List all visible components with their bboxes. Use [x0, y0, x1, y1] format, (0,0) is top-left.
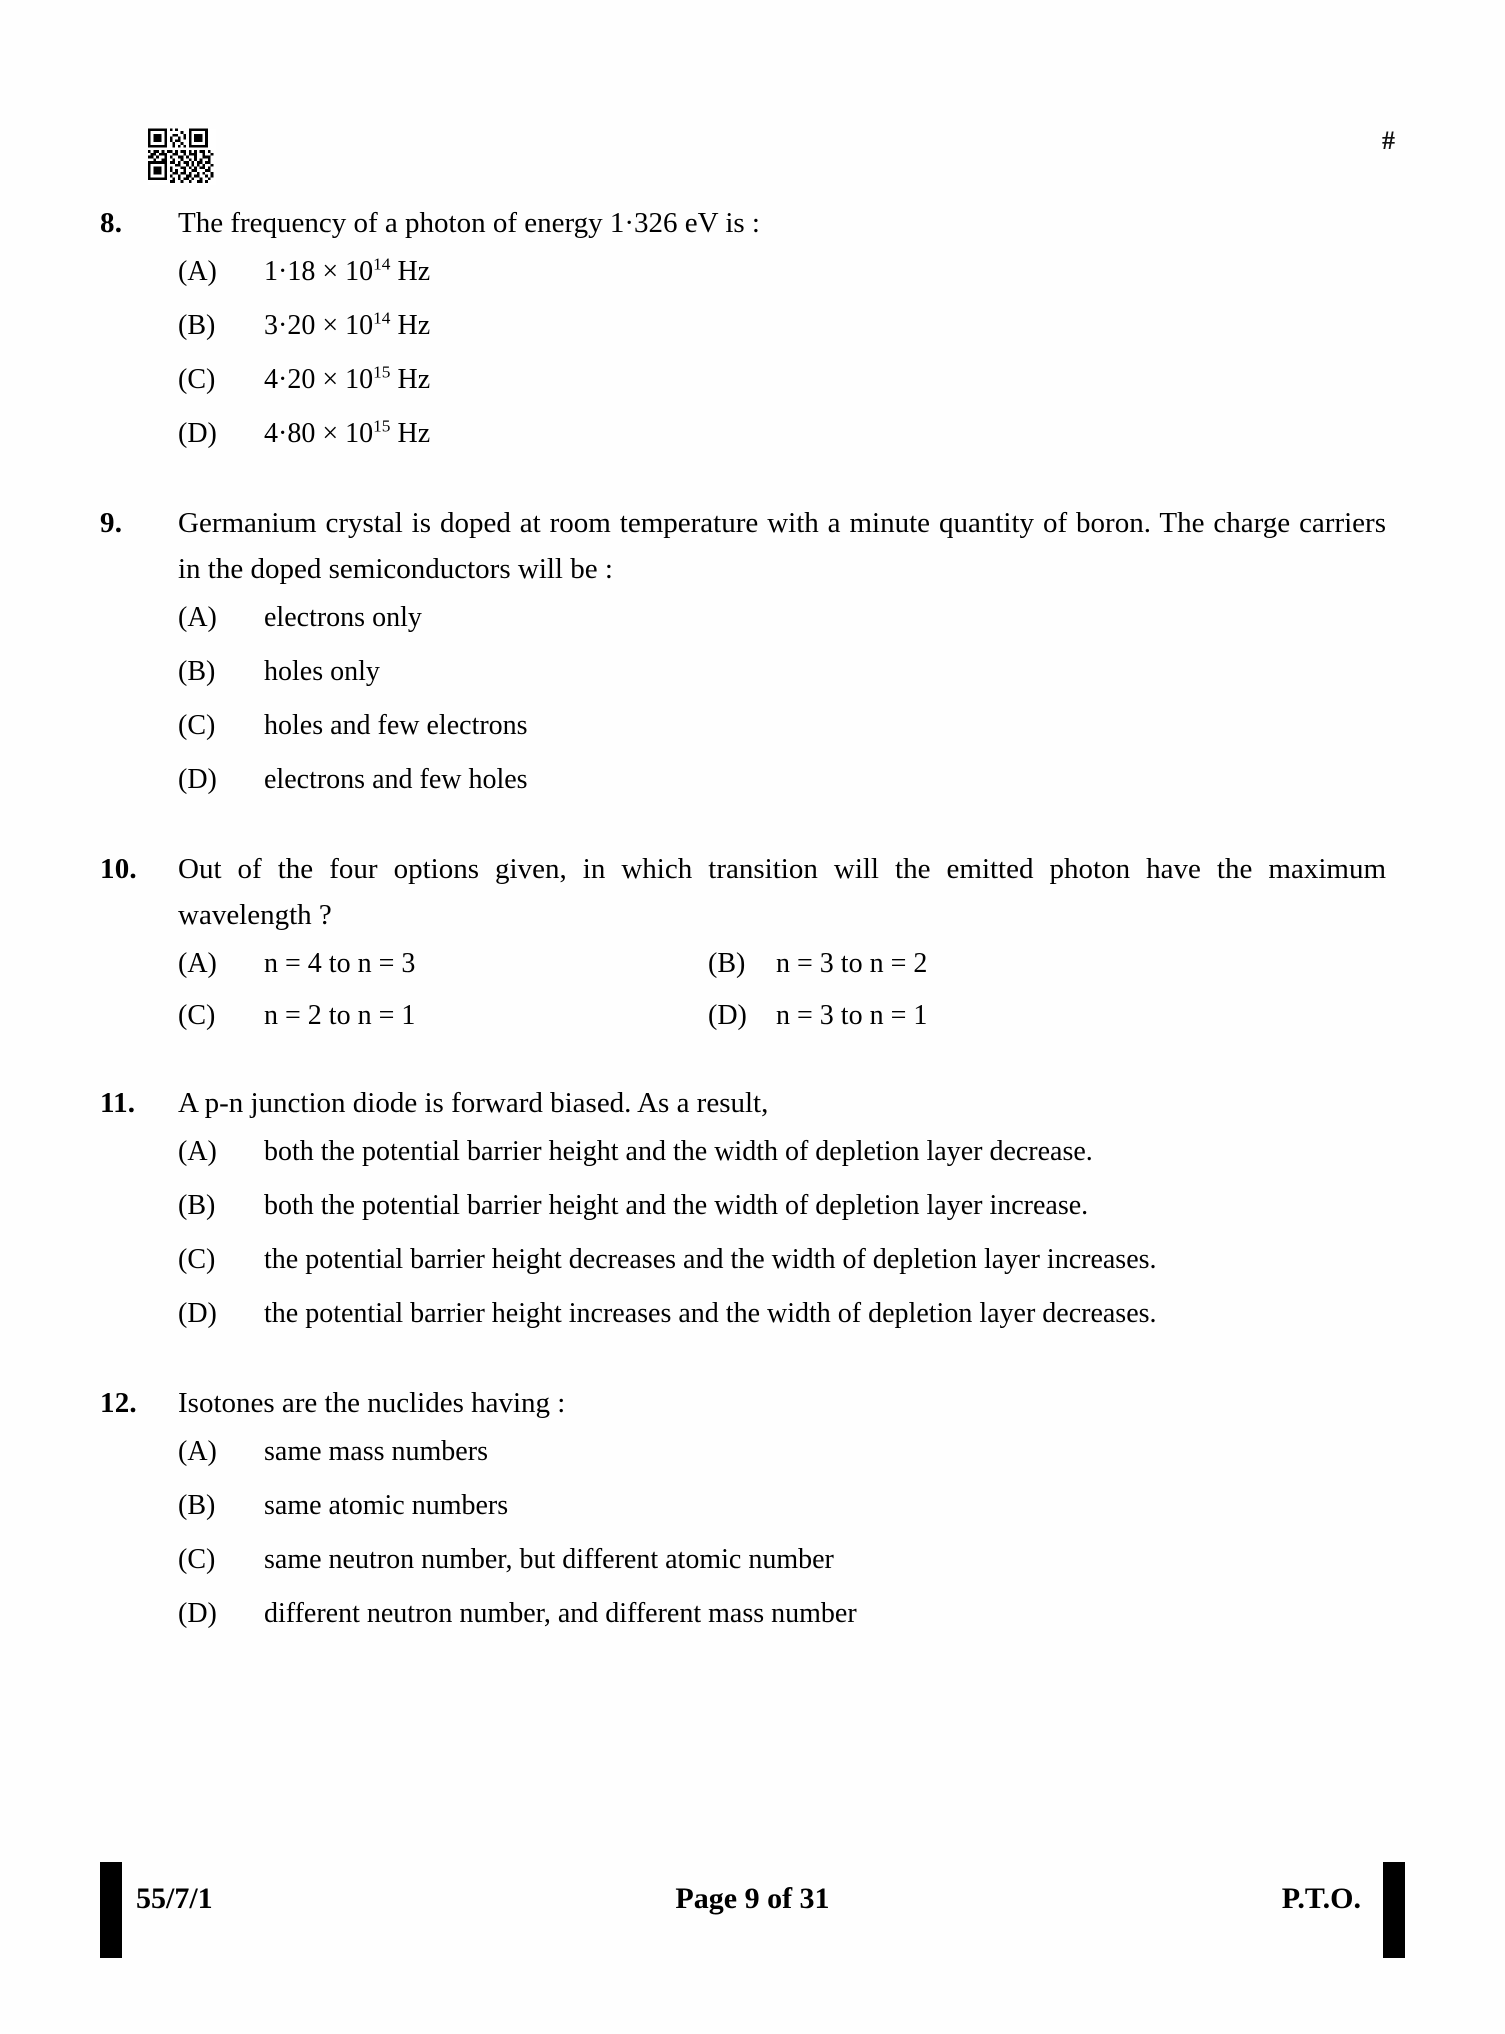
question-number: 9.: [100, 507, 123, 539]
pto-label: P.T.O.: [1281, 1882, 1361, 1915]
option-label: (D): [178, 418, 217, 449]
options-list-10: [100, 942, 1390, 1038]
question-number: 10.: [100, 853, 137, 885]
option-text: the potential barrier height increases and the width of depletion layer decreases.: [264, 1298, 1157, 1329]
option-unit: Hz: [390, 256, 431, 287]
question-block-9: [100, 500, 1390, 802]
option-text: both the potential barrier height and the width of depletion layer decrease.: [264, 1136, 1093, 1167]
option-row[interactable]: [178, 704, 1390, 748]
question-heading: [100, 846, 1390, 938]
option-text: n = 3 to n = 1: [776, 1000, 928, 1031]
paper-code: 55/7/1: [136, 1882, 213, 1915]
option-text: n = 2 to n = 1: [264, 1000, 416, 1031]
option-row[interactable]: [178, 250, 1390, 294]
option-row[interactable]: [178, 1592, 1390, 1636]
option-label: (D): [178, 764, 217, 795]
option-text: same atomic numbers: [264, 1490, 509, 1521]
option-row[interactable]: [178, 358, 1390, 402]
option-unit: Hz: [390, 310, 431, 341]
option-label: (A): [178, 1436, 217, 1467]
option-mantissa: 1·18 × 10: [264, 256, 374, 287]
question-text: A p-n junction diode is forward biased. As a result,: [178, 1087, 769, 1119]
option-text: the potential barrier height decreases and the width of depletion layer increases.: [264, 1244, 1157, 1275]
option-mantissa: 4·80 × 10: [264, 418, 374, 449]
option-exponent: 15: [373, 416, 391, 436]
question-block-12: [100, 1380, 1390, 1636]
option-label: (C): [178, 1544, 216, 1575]
option-row[interactable]: [178, 1184, 1390, 1228]
option-text: n = 4 to n = 3: [264, 948, 416, 979]
option-text: electrons and few holes: [264, 764, 528, 795]
option-exponent: 14: [373, 254, 391, 274]
question-text: Isotones are the nuclides having :: [178, 1387, 566, 1419]
qr-code-icon: [148, 128, 216, 186]
option-text: same neutron number, but different atomic number: [264, 1544, 834, 1575]
option-row[interactable]: [178, 596, 1390, 640]
questions-container: [100, 200, 1390, 1646]
question-number: 8.: [100, 207, 123, 239]
question-text: Out of the four options given, in which transition will the emitted photon have the maximum wavelength ?: [178, 853, 1386, 931]
option-row[interactable]: [178, 650, 1390, 694]
option-text: [264, 304, 1390, 348]
option-text: both the potential barrier height and the width of depletion layer increase.: [264, 1190, 1089, 1221]
option-label: (D): [708, 1000, 747, 1031]
option-text: [264, 358, 1390, 402]
option-row[interactable]: [178, 942, 708, 986]
option-row[interactable]: [178, 1238, 1390, 1282]
option-label: (D): [178, 1598, 217, 1629]
question-block-10: [100, 846, 1390, 1038]
question-heading: [100, 500, 1390, 592]
question-block-8: [100, 200, 1390, 456]
spacer: [100, 812, 1390, 846]
option-label: (C): [178, 710, 216, 741]
option-exponent: 14: [373, 308, 391, 328]
option-text: [264, 250, 1390, 294]
options-list-9: [100, 596, 1390, 802]
question-block-11: [100, 1080, 1390, 1336]
option-text: holes and few electrons: [264, 710, 528, 741]
option-row[interactable]: [178, 412, 1390, 456]
option-row[interactable]: [178, 1538, 1390, 1582]
page-footer: [100, 1858, 1405, 1968]
question-heading: [100, 1380, 1390, 1426]
option-pair: [178, 994, 1390, 1038]
spacer: [100, 1046, 1390, 1080]
option-label: (C): [178, 1000, 216, 1031]
page-corner-mark: #: [1382, 126, 1395, 155]
option-row[interactable]: [178, 994, 708, 1038]
options-list-12: [100, 1430, 1390, 1636]
option-row[interactable]: [178, 1292, 1390, 1336]
option-text: electrons only: [264, 602, 422, 633]
options-list-8: [100, 250, 1390, 456]
option-mantissa: 4·20 × 10: [264, 364, 374, 395]
option-label: (B): [178, 1190, 216, 1221]
option-label: (B): [178, 310, 216, 341]
option-text: [264, 412, 1390, 456]
option-label: (A): [178, 602, 217, 633]
option-row[interactable]: [178, 1130, 1390, 1174]
option-label: (B): [708, 948, 746, 979]
option-mantissa: 3·20 × 10: [264, 310, 374, 341]
option-row[interactable]: [178, 304, 1390, 348]
question-number: 12.: [100, 1387, 137, 1419]
option-exponent: 15: [373, 362, 391, 382]
option-row[interactable]: [178, 1430, 1390, 1474]
option-row[interactable]: [708, 942, 1390, 986]
option-label: (A): [178, 948, 217, 979]
option-label: (A): [178, 256, 217, 287]
option-text: same mass numbers: [264, 1436, 488, 1467]
page-number: Page 9 of 31: [675, 1882, 830, 1915]
option-label: (B): [178, 1490, 216, 1521]
question-number: 11.: [100, 1087, 136, 1119]
option-label: (D): [178, 1298, 217, 1329]
question-text: The frequency of a photon of energy 1·326 eV is :: [178, 207, 760, 239]
option-text: n = 3 to n = 2: [776, 948, 928, 979]
page-header: [100, 92, 1405, 162]
option-label: (A): [178, 1136, 217, 1167]
option-label: (C): [178, 1244, 216, 1275]
option-label: (B): [178, 656, 216, 687]
question-heading: [100, 200, 1390, 246]
option-label: (C): [178, 364, 216, 395]
spacer: [100, 466, 1390, 500]
options-list-11: [100, 1130, 1390, 1336]
question-heading: [100, 1080, 1390, 1126]
option-pair: [178, 942, 1390, 986]
spacer: [100, 1346, 1390, 1380]
option-unit: Hz: [390, 364, 431, 395]
option-text: holes only: [264, 656, 380, 687]
question-text: Germanium crystal is doped at room temperature with a minute quantity of boron. The charge carriers in the doped semiconductors will be :: [178, 507, 1386, 585]
option-unit: Hz: [390, 418, 431, 449]
option-row[interactable]: [178, 1484, 1390, 1528]
option-text: different neutron number, and different mass number: [264, 1598, 857, 1629]
option-row[interactable]: [178, 758, 1390, 802]
option-row[interactable]: [708, 994, 1390, 1038]
